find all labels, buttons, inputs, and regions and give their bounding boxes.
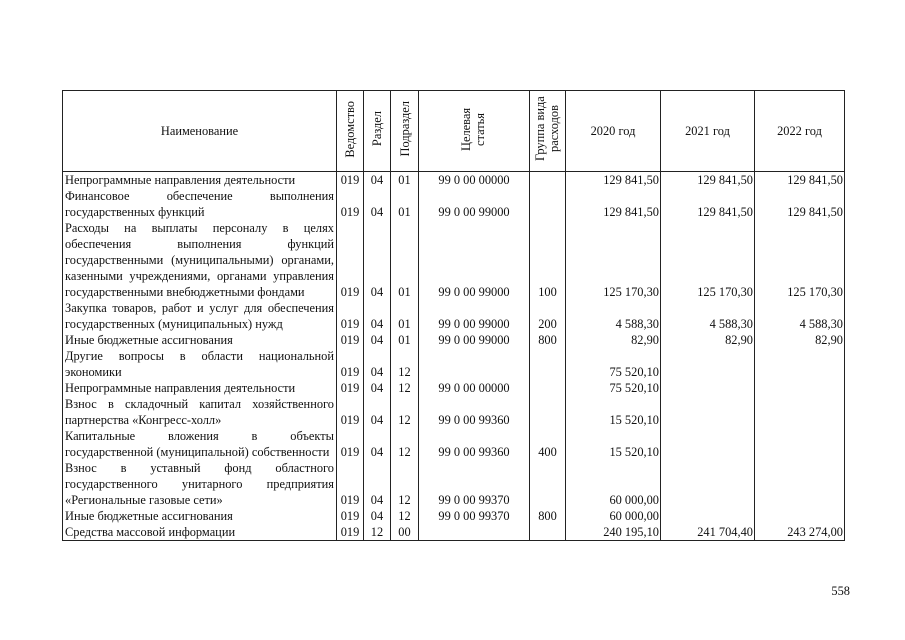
row-ved: 019 bbox=[337, 220, 364, 300]
row-razdel: 04 bbox=[364, 332, 391, 348]
row-podrazdel: 12 bbox=[391, 460, 419, 508]
row-gruppa bbox=[530, 396, 566, 428]
row-razdel: 04 bbox=[364, 188, 391, 220]
row-celevaya bbox=[419, 524, 530, 541]
row-podrazdel: 01 bbox=[391, 332, 419, 348]
row-gruppa bbox=[530, 172, 566, 189]
row-2021: 129 841,50 bbox=[661, 188, 755, 220]
row-gruppa bbox=[530, 380, 566, 396]
row-name: Финансовое обеспечение выполнения государственных функций bbox=[63, 188, 337, 220]
row-2020: 15 520,10 bbox=[566, 428, 661, 460]
header-row bbox=[63, 91, 845, 172]
row-gruppa: 800 bbox=[530, 508, 566, 524]
row-2022 bbox=[755, 348, 845, 380]
row-2020: 75 520,10 bbox=[566, 348, 661, 380]
row-gruppa: 800 bbox=[530, 332, 566, 348]
row-2020: 75 520,10 bbox=[566, 380, 661, 396]
row-ved: 019 bbox=[337, 188, 364, 220]
row-celevaya: 99 0 00 99360 bbox=[419, 396, 530, 428]
row-celevaya: 99 0 00 99000 bbox=[419, 332, 530, 348]
table-row bbox=[63, 332, 845, 348]
row-name: Капитальные вложения в объекты государственной (муниципальной) собственности bbox=[63, 428, 337, 460]
row-celevaya: 99 0 00 00000 bbox=[419, 172, 530, 189]
budget-table bbox=[62, 90, 845, 541]
row-celevaya: 99 0 00 00000 bbox=[419, 380, 530, 396]
row-podrazdel: 12 bbox=[391, 428, 419, 460]
row-podrazdel: 01 bbox=[391, 300, 419, 332]
row-razdel: 04 bbox=[364, 428, 391, 460]
row-2021: 125 170,30 bbox=[661, 220, 755, 300]
row-2022: 243 274,00 bbox=[755, 524, 845, 541]
row-name: Иные бюджетные ассигнования bbox=[63, 332, 337, 348]
header-razdel: Раздел bbox=[364, 91, 391, 172]
row-2022: 4 588,30 bbox=[755, 300, 845, 332]
row-gruppa bbox=[530, 460, 566, 508]
row-2022: 129 841,50 bbox=[755, 172, 845, 189]
table-row bbox=[63, 348, 845, 380]
row-name: Взнос в складочный капитал хозяйственного партнерства «Конгресс-холл» bbox=[63, 396, 337, 428]
row-2020: 129 841,50 bbox=[566, 172, 661, 189]
header-celevaya: Целевая статья bbox=[419, 91, 530, 172]
row-2022: 125 170,30 bbox=[755, 220, 845, 300]
table-row bbox=[63, 524, 845, 541]
row-celevaya: 99 0 00 99000 bbox=[419, 220, 530, 300]
row-2021 bbox=[661, 428, 755, 460]
row-name: Непрограммные направления деятельности bbox=[63, 172, 337, 189]
row-celevaya: 99 0 00 99370 bbox=[419, 460, 530, 508]
row-2021 bbox=[661, 348, 755, 380]
row-name: Взнос в уставный фонд областного государственного унитарного предприятия «Региональные газовые сети» bbox=[63, 460, 337, 508]
row-name: Средства массовой информации bbox=[63, 524, 337, 541]
row-2022 bbox=[755, 380, 845, 396]
row-2021: 82,90 bbox=[661, 332, 755, 348]
row-ved: 019 bbox=[337, 300, 364, 332]
row-razdel: 12 bbox=[364, 524, 391, 541]
row-2021 bbox=[661, 508, 755, 524]
row-2022 bbox=[755, 508, 845, 524]
row-2020: 60 000,00 bbox=[566, 460, 661, 508]
table-row bbox=[63, 396, 845, 428]
row-2020: 4 588,30 bbox=[566, 300, 661, 332]
row-podrazdel: 12 bbox=[391, 348, 419, 380]
row-ved: 019 bbox=[337, 348, 364, 380]
row-2020: 82,90 bbox=[566, 332, 661, 348]
row-2021 bbox=[661, 460, 755, 508]
row-ved: 019 bbox=[337, 428, 364, 460]
row-2022: 82,90 bbox=[755, 332, 845, 348]
row-2020: 240 195,10 bbox=[566, 524, 661, 541]
page-number: 558 bbox=[831, 584, 850, 598]
table-body bbox=[63, 172, 845, 541]
row-gruppa bbox=[530, 348, 566, 380]
header-name: Наименование bbox=[63, 91, 337, 172]
row-razdel: 04 bbox=[364, 396, 391, 428]
header-gruppa: Группа вида расходов bbox=[530, 91, 566, 172]
row-name: Иные бюджетные ассигнования bbox=[63, 508, 337, 524]
header-2021: 2021 год bbox=[661, 91, 755, 172]
row-celevaya: 99 0 00 99000 bbox=[419, 300, 530, 332]
table-row bbox=[63, 188, 845, 220]
table-row bbox=[63, 508, 845, 524]
row-gruppa bbox=[530, 524, 566, 541]
header-podrazdel: Подраздел bbox=[391, 91, 419, 172]
row-razdel: 04 bbox=[364, 380, 391, 396]
table-row bbox=[63, 460, 845, 508]
row-ved: 019 bbox=[337, 396, 364, 428]
row-2022 bbox=[755, 396, 845, 428]
row-podrazdel: 00 bbox=[391, 524, 419, 541]
row-2022: 129 841,50 bbox=[755, 188, 845, 220]
row-2020: 15 520,10 bbox=[566, 396, 661, 428]
table-row bbox=[63, 428, 845, 460]
row-razdel: 04 bbox=[364, 220, 391, 300]
row-celevaya: 99 0 00 99360 bbox=[419, 428, 530, 460]
row-razdel: 04 bbox=[364, 300, 391, 332]
row-2022 bbox=[755, 460, 845, 508]
row-ved: 019 bbox=[337, 508, 364, 524]
row-celevaya: 99 0 00 99000 bbox=[419, 188, 530, 220]
row-podrazdel: 12 bbox=[391, 508, 419, 524]
row-ved: 019 bbox=[337, 524, 364, 541]
row-podrazdel: 12 bbox=[391, 396, 419, 428]
row-2020: 129 841,50 bbox=[566, 188, 661, 220]
row-celevaya bbox=[419, 348, 530, 380]
row-2020: 125 170,30 bbox=[566, 220, 661, 300]
row-gruppa bbox=[530, 188, 566, 220]
row-2022 bbox=[755, 428, 845, 460]
row-razdel: 04 bbox=[364, 348, 391, 380]
header-2020: 2020 год bbox=[566, 91, 661, 172]
row-name: Расходы на выплаты персоналу в целях обеспечения выполнения функций государственными (муниципальными) органами, казенными учреждениями, органами управления государственными внебюджетными фондами bbox=[63, 220, 337, 300]
row-razdel: 04 bbox=[364, 172, 391, 189]
row-podrazdel: 01 bbox=[391, 220, 419, 300]
row-gruppa: 100 bbox=[530, 220, 566, 300]
row-ved: 019 bbox=[337, 460, 364, 508]
row-2021: 129 841,50 bbox=[661, 172, 755, 189]
table-row bbox=[63, 172, 845, 189]
row-name: Закупка товаров, работ и услуг для обеспечения государственных (муниципальных) нужд bbox=[63, 300, 337, 332]
row-podrazdel: 12 bbox=[391, 380, 419, 396]
row-name: Непрограммные направления деятельности bbox=[63, 380, 337, 396]
row-celevaya: 99 0 00 99370 bbox=[419, 508, 530, 524]
row-2021: 4 588,30 bbox=[661, 300, 755, 332]
row-ved: 019 bbox=[337, 380, 364, 396]
table-row bbox=[63, 380, 845, 396]
row-2021: 241 704,40 bbox=[661, 524, 755, 541]
row-podrazdel: 01 bbox=[391, 188, 419, 220]
row-name: Другие вопросы в области национальной экономики bbox=[63, 348, 337, 380]
row-razdel: 04 bbox=[364, 508, 391, 524]
row-2020: 60 000,00 bbox=[566, 508, 661, 524]
row-ved: 019 bbox=[337, 172, 364, 189]
row-gruppa: 200 bbox=[530, 300, 566, 332]
table-row bbox=[63, 220, 845, 300]
row-razdel: 04 bbox=[364, 460, 391, 508]
table-row bbox=[63, 300, 845, 332]
header-2022: 2022 год bbox=[755, 91, 845, 172]
row-2021 bbox=[661, 380, 755, 396]
row-ved: 019 bbox=[337, 332, 364, 348]
row-2021 bbox=[661, 396, 755, 428]
row-gruppa: 400 bbox=[530, 428, 566, 460]
row-podrazdel: 01 bbox=[391, 172, 419, 189]
header-ved: Ведомство bbox=[337, 91, 364, 172]
